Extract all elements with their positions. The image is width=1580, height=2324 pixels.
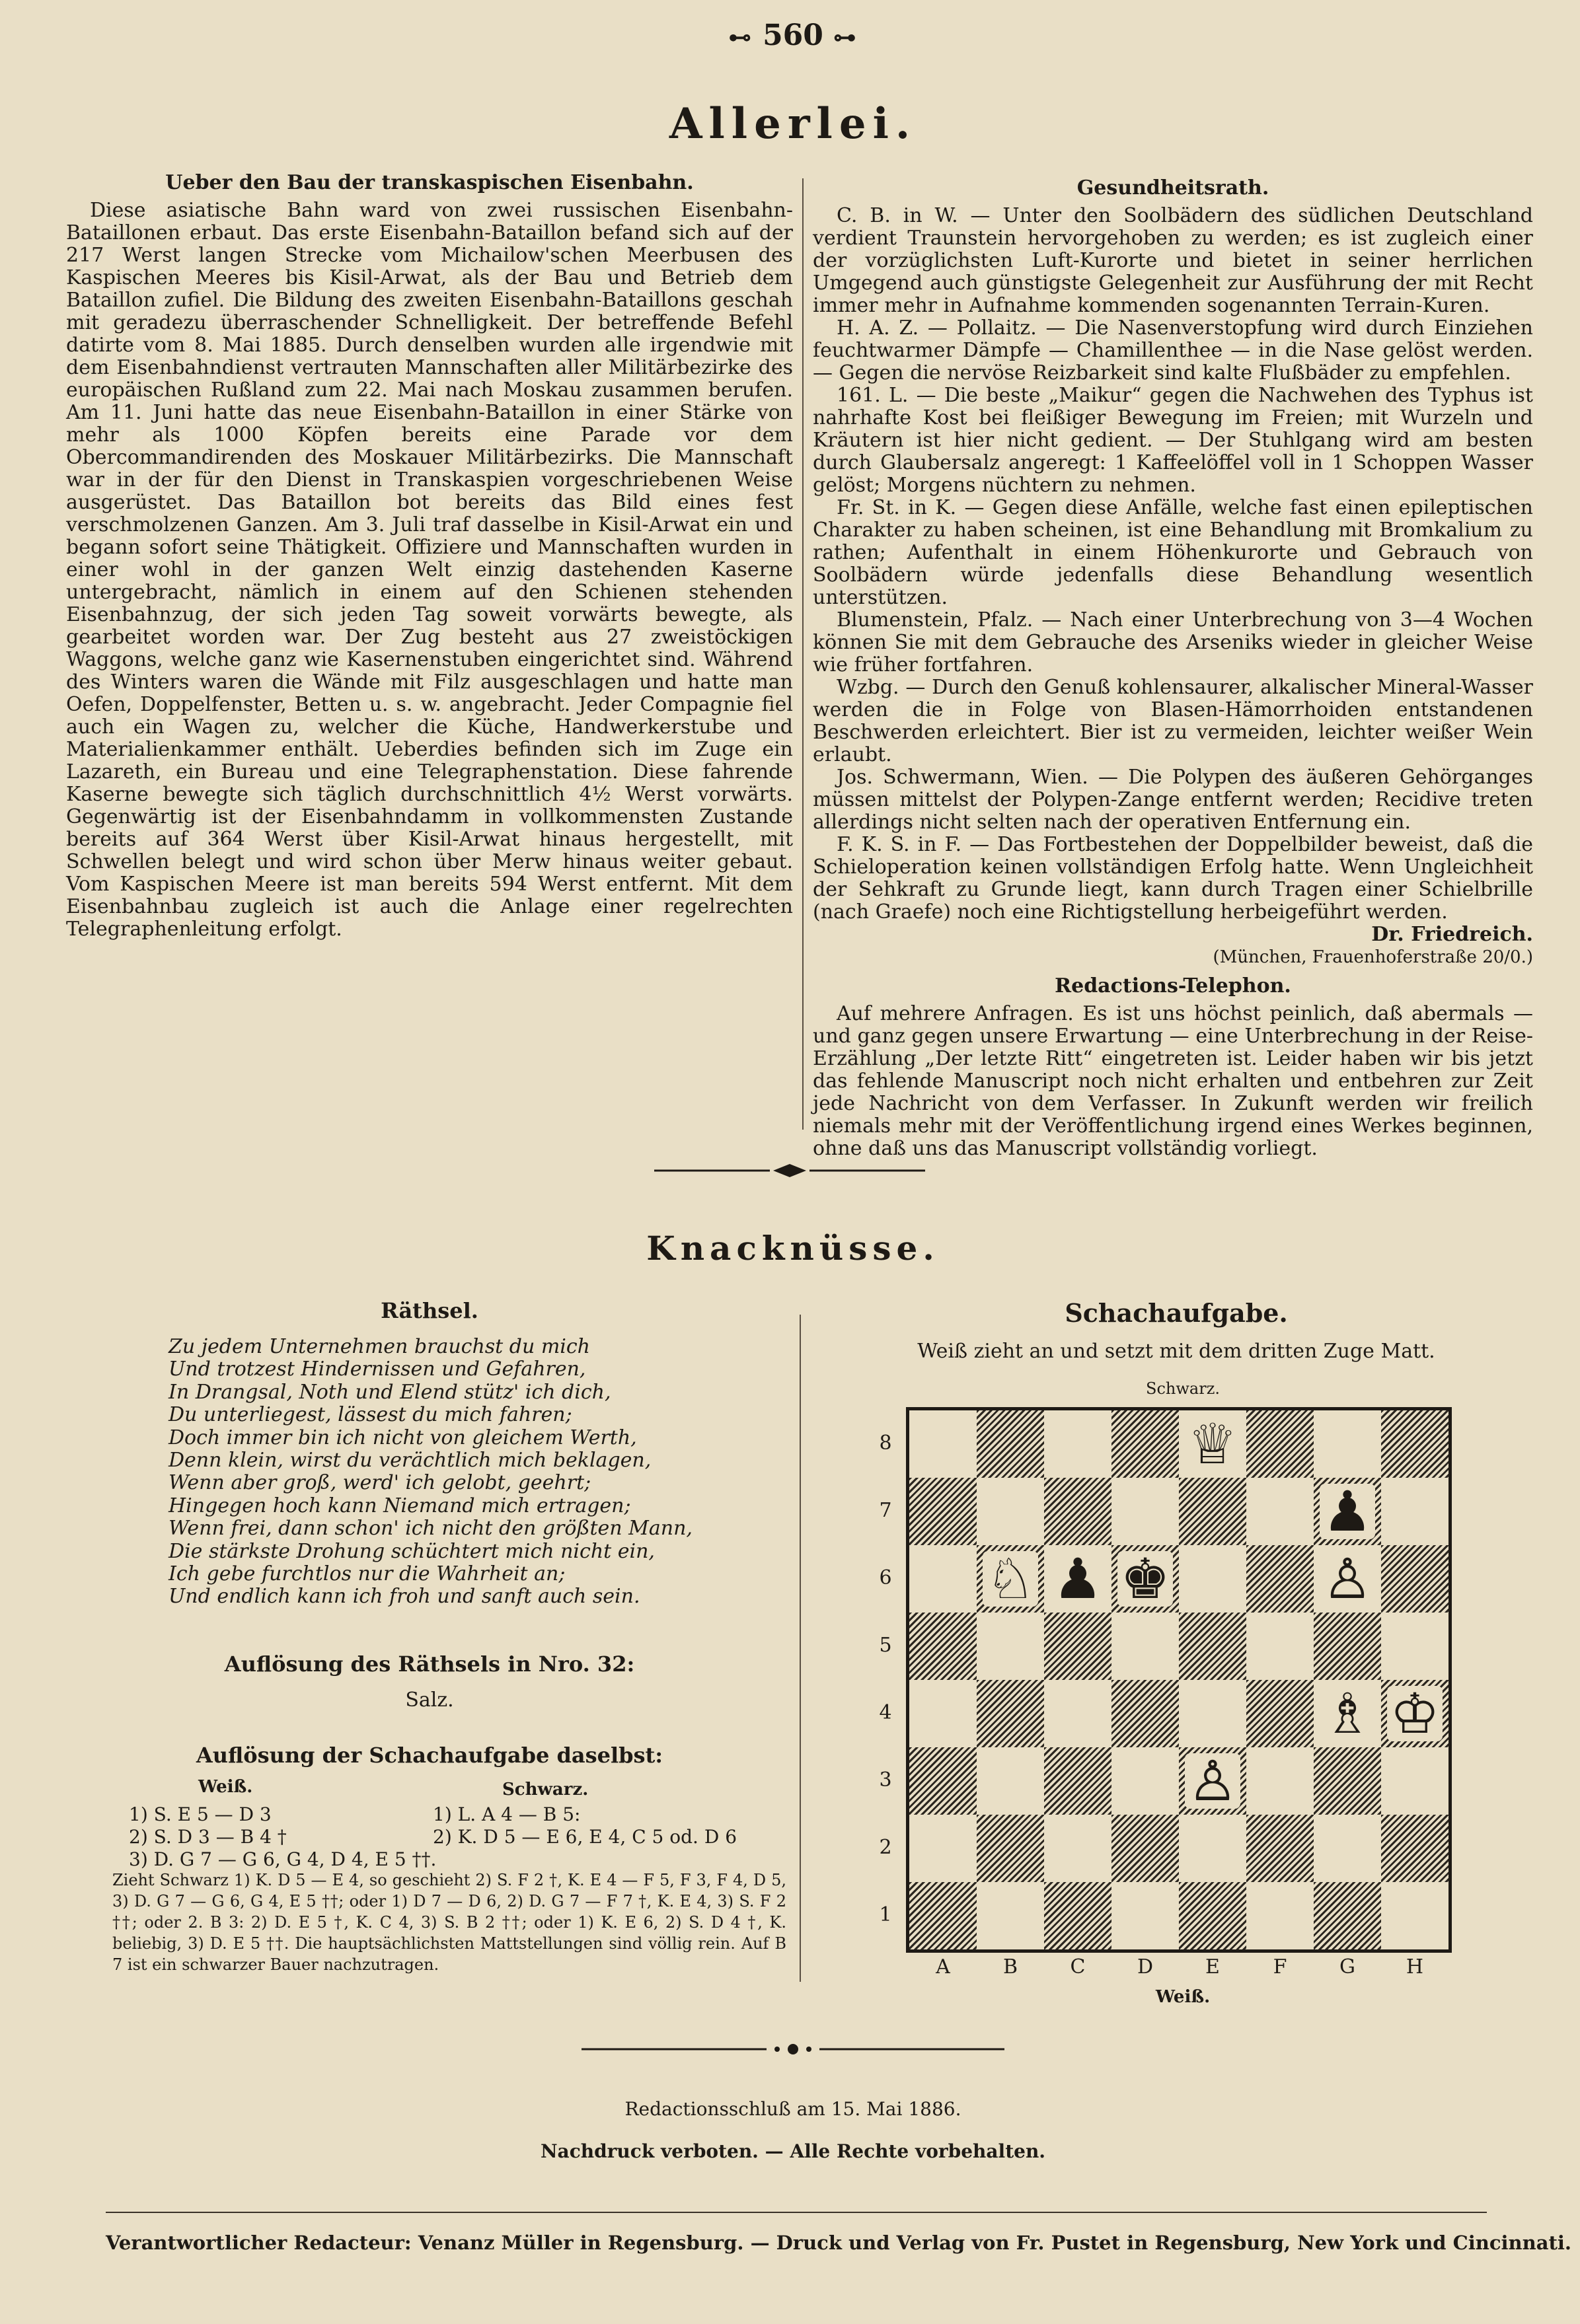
chess-board xyxy=(906,1407,1452,1953)
board-square xyxy=(909,1747,977,1815)
riddle-line: Und trotzest Hindernissen und Gefahren, xyxy=(169,1358,586,1381)
riddle-line: Die stärkste Drohung schüchtert mich nicht ein, xyxy=(169,1539,655,1563)
board-square xyxy=(1381,1747,1448,1815)
signature: Dr. Friedreich. xyxy=(1371,923,1533,946)
board-square xyxy=(1314,1815,1381,1882)
black-pawn-icon: ♟ xyxy=(1314,1478,1381,1545)
rank-label: 8 xyxy=(879,1432,892,1455)
file-label: A xyxy=(936,1955,950,1979)
ornamental-rule-bottom xyxy=(582,2041,1004,2057)
board-square xyxy=(1044,1478,1111,1545)
chess-problem-subtitle: Weiß zieht an und setzt mit dem dritten Zuge Matt. xyxy=(917,1340,1435,1363)
riddle-line: Doch immer bin ich nicht von gleichem Werth, xyxy=(169,1426,637,1449)
riddle-poem xyxy=(169,1336,697,1609)
imprint-footer: Verantwortlicher Redacteur: Venanz Müller in Regensburg. — Druck und Verlag von Fr. Pustet in Regensburg, New York und Cincinnati. xyxy=(106,2232,1572,2254)
board-square xyxy=(1111,1613,1179,1680)
railway-article xyxy=(66,172,793,1110)
board-square xyxy=(1314,1882,1381,1949)
board-square xyxy=(909,1545,977,1613)
board-square xyxy=(1179,1815,1246,1882)
left-ornament-icon: ⊷ xyxy=(728,24,753,51)
board-square xyxy=(977,1815,1044,1882)
editorial-deadline: Redactionsschluß am 15. Mai 1886. xyxy=(624,2098,961,2120)
board-square xyxy=(1179,1882,1246,1949)
black-moves-label: Schwarz. xyxy=(502,1780,589,1799)
board-square xyxy=(1179,1613,1246,1680)
board-square xyxy=(909,1478,977,1545)
advice-entry: Jos. Schwermann, Wien. — Die Polypen des äußeren Gehörganges müssen mittelst der Polypen-Zange entfernt werden; Recidive treten allerdings nicht selten nach der operativen Entfernung ein. xyxy=(813,766,1533,834)
file-label: G xyxy=(1339,1955,1355,1979)
signature-address: (München, Frauenhoferstraße 20/0.) xyxy=(1213,947,1533,967)
rank-label: 6 xyxy=(879,1566,892,1589)
riddle-line: Du unterliegest, lässest du mich fahren; xyxy=(169,1403,572,1427)
white-bishop-icon: ♗ xyxy=(1314,1680,1381,1747)
footer-rule xyxy=(106,2212,1487,2213)
board-square xyxy=(1246,1613,1314,1680)
riddle-line: Wenn frei, dann schon' ich nicht den größten Mann, xyxy=(169,1517,693,1541)
advice-entry: Blumenstein, Pfalz. — Nach einer Unterbrechung von 3—4 Wochen können Sie mit dem Gebrauche des Arseniks wieder in gleicher Weise wie früher fortfahren. xyxy=(813,608,1533,676)
section-title-allerlei: Allerlei. xyxy=(669,99,917,149)
telephone-heading: Redactions-Telephon. xyxy=(1055,974,1291,998)
board-square xyxy=(909,1882,977,1949)
file-label: B xyxy=(1002,1955,1018,1979)
board-square xyxy=(1246,1545,1314,1613)
white-move: 1) S. E 5 — D 3 xyxy=(129,1803,272,1825)
board-square xyxy=(1381,1882,1448,1949)
health-advice-heading: Gesundheitsrath. xyxy=(1076,176,1269,200)
chess-solution-moves xyxy=(129,1803,796,1870)
white-move: 2) S. D 3 — B 4 † xyxy=(129,1826,287,1848)
board-square xyxy=(977,1410,1044,1478)
riddle-title: Räthsel. xyxy=(381,1298,478,1323)
board-square xyxy=(1111,1680,1179,1747)
riddle-solution: Salz. xyxy=(405,1689,454,1712)
riddle-line: Wenn aber groß, werd' ich gelobt, geehrt; xyxy=(169,1471,591,1495)
board-square xyxy=(977,1478,1044,1545)
board-square xyxy=(1381,1545,1448,1613)
board-square xyxy=(1179,1680,1246,1747)
board-square xyxy=(1246,1680,1314,1747)
board-square xyxy=(1111,1410,1179,1478)
section-title-knacknuesse: Knacknüsse. xyxy=(646,1229,940,1268)
board-square xyxy=(909,1815,977,1882)
white-king-icon: ♔ xyxy=(1381,1680,1448,1747)
board-square xyxy=(1044,1680,1111,1747)
black-pawn-icon: ♟ xyxy=(1044,1545,1111,1613)
board-square xyxy=(1314,1613,1381,1680)
chess-black-label: Schwarz. xyxy=(1146,1379,1220,1398)
board-square xyxy=(977,1613,1044,1680)
board-square xyxy=(1111,1478,1179,1545)
column-divider-lower xyxy=(800,1315,801,1982)
rank-label: 2 xyxy=(879,1836,892,1859)
black-move: 1) L. A 4 — B 5: xyxy=(433,1803,581,1825)
board-square xyxy=(1246,1410,1314,1478)
board-square xyxy=(1044,1882,1111,1949)
chess-white-label: Weiß. xyxy=(1155,1987,1211,2007)
chess-solution-title: Auflösung der Schachaufgabe daselbst: xyxy=(196,1743,663,1768)
riddle-line: Hingegen hoch kann Niemand mich ertragen; xyxy=(169,1494,631,1517)
board-square xyxy=(1246,1882,1314,1949)
board-square xyxy=(1179,1545,1246,1613)
right-ornament-icon: ⊶ xyxy=(833,24,858,51)
advice-entry: H. A. Z. — Pollaitz. — Die Nasenverstopfung wird durch Einziehen feuchtwarmer Dämpfe — Chamillenthee — in die Nase gelöst werden. — Gegen die nervöse Reizbarkeit sind kalte Flußbäder zu empfehlen. xyxy=(813,316,1533,384)
board-square xyxy=(1044,1747,1111,1815)
white-pawn-icon: ♙ xyxy=(1179,1747,1246,1815)
file-label: F xyxy=(1273,1955,1287,1979)
white-knight-icon: ♘ xyxy=(977,1545,1044,1613)
chess-solution-notes: Zieht Schwarz 1) K. D 5 — E 4, so geschieht 2) S. F 2 †, K. E 4 — F 5, F 3, F 4, D 5, 3) D. G 7 — G 6, G 4, E 5 ††; oder 1) D 7 — D 6, 2) D. G 7 — F 7 †, K. E 4, 3) S. F 2 ††; oder 2. B 3: 2) D. E 5 †, K. C 4, 3) S. B 2 ††; oder 1) K. E 6, 2) S. D 4 †, K. beliebig, 3) D. E 5 ††. Die hauptsächlichsten Mattstellungen sind völlig rein. Auf B 7 ist ein schwarzer Bauer nachzutragen. xyxy=(112,1871,786,1974)
white-queen-icon: ♕ xyxy=(1179,1410,1246,1478)
board-square xyxy=(1314,1410,1381,1478)
riddle-line: Denn klein, wirst du verächtlich mich beklagen, xyxy=(169,1449,652,1472)
page-number xyxy=(661,18,925,52)
board-square xyxy=(1381,1613,1448,1680)
railway-article-paragraph: Diese asiatische Bahn ward von zwei russischen Eisenbahn-Bataillonen erbaut. Das erste Eisenbahn-Bataillon befand sich auf der 217 Werst langen Strecke vom Michailow'schen Meerbusen des Kaspischen Meeres bis Kisil-Arwat, als der Bau und Betrieb dem Bataillon zufiel. Die Bildung des zweiten Eisenbahn-Bataillons geschah mit geradezu überraschender Schnelligkeit. Der betreffende Befehl datirte vom 8. Mai 1885. Durch denselben wurden alle irgendwie mit dem Eisenbahndienst vertrauten Mannschaften aller Militärbezirke des europäischen Rußland zum 22. Mai nach Moskau zusammen berufen. Am 11. Juni hatte das neue Eisenbahn-Bataillon in einer Stärke von mehr als 1000 Köpfen bereits eine Parade vor dem Obercommandirenden des Moskauer Militärbezirks. Die Mannschaft war in der für den Dienst in Transkaspien vorgeschriebenen Weise ausgerüstet. Das Bataillon bot bereits das Bild eines fest verschmolzenen Ganzen. Am 3. Juli traf dasselbe in Kisil-Arwat ein und begann sofort seine Thätigkeit. Offiziere und Mannschaften wurden in einer wohl in der ganzen Welt einzig dastehenden Kaserne untergebracht, nämlich in einem auf den Schienen stehenden Eisenbahnzug, der sich jeden Tag soweit vorwärts bewegte, als gearbeitet worden war. Der Zug besteht aus 27 zweistöckigen Waggons, welche ganz wie Kasernenstuben eingerichtet sind. Während des Winters waren die Wände mit Filz ausgeschlagen und hatte man Oefen, Doppelfenster, Betten u. s. w. angebracht. Jeder Compagnie fiel auch ein Wagen zu, welcher die Küche, Handwerkerstube und Materialienkammer enthält. Ueberdies befinden sich im Zuge ein Lazareth, ein Bureau und eine Telegraphenstation. Diese fahrende Kaserne bewegte sich täglich durchschnittlich 4½ Werst vorwärts. Gegenwärtig ist der Eisenbahndamm in vollkommensten Zustande bereits auf 364 Werst über Kisil-Arwat hinaus hergestellt, mit Schwellen belegt und wird schon über Merw hinaus weiter gebaut. Vom Kaspischen Meere ist man bereits 594 Werst entfernt. Mit dem Eisenbahnbau zugleich ist auch die Anlage einer regelrechten Telegraphenleitung erfolgt. xyxy=(66,199,793,941)
rank-label: 4 xyxy=(879,1701,892,1724)
riddle-line: Zu jedem Unternehmen brauchst du mich xyxy=(169,1335,590,1358)
advice-entry: 161. L. — Die beste „Maikur“ gegen die Nachwehen des Typhus ist nahrhafte Kost bei fleißiger Bewegung im Freien; mit Wurzeln und Kräutern ist hier nicht gedient. — Der Stuhlgang wird am besten durch Glaubersalz angeregt: 1 Kaffeelöffel voll in 1 Schoppen Wasser gelöst; Morgens nüchtern zu nehmen. xyxy=(813,384,1533,497)
board-square xyxy=(909,1680,977,1747)
black-king-icon: ♚ xyxy=(1111,1545,1179,1613)
advice-entry: Fr. St. in K. — Gegen diese Anfälle, welche fast einen epileptischen Charakter zu haben scheinen, ist eine Behandlung mit Bromkalium zu rathen; Aufenthalt in einem Höhenkurorte und Gebrauch von Soolbädern würde jedenfalls diese Behandlung wesentlich unterstützen. xyxy=(813,496,1533,609)
rights-notice: Nachdruck verboten. — Alle Rechte vorbehalten. xyxy=(540,2140,1046,2162)
riddle-solution-title: Auflösung des Räthsels in Nro. 32: xyxy=(224,1652,635,1677)
advice-entry: Wzbg. — Durch den Genuß kohlensaurer, alkalischer Mineral-Wasser werden die in Folge von Blasen-Hämorrhoiden entstandenen Beschwerden erleichtert. Bier ist zu vermeiden, leichter weißer Wein erlaubt. xyxy=(813,676,1533,766)
board-square xyxy=(977,1680,1044,1747)
board-square xyxy=(1044,1613,1111,1680)
file-label: H xyxy=(1406,1955,1424,1979)
advice-entry: F. K. S. in F. — Das Fortbestehen der Doppelbilder beweist, daß die Schieloperation keinen vollständigen Erfolg hatte. Wenn Ungleichheit der Sehkraft zu Grunde liegt, kann durch Tragen einer Schielbrille (nach Graefe) noch eine Richtigstellung herbeigeführt werden. xyxy=(813,833,1533,924)
board-square xyxy=(1044,1815,1111,1882)
file-label: D xyxy=(1137,1955,1154,1979)
column-divider xyxy=(802,178,804,1130)
board-square xyxy=(909,1613,977,1680)
board-square xyxy=(1111,1815,1179,1882)
chess-problem-title: Schachaufgabe. xyxy=(1065,1298,1288,1328)
riddle-line: Und endlich kann ich froh und sanft auch sein. xyxy=(169,1585,640,1609)
railway-article-heading: Ueber den Bau der transkaspischen Eisenbahn. xyxy=(165,171,694,194)
white-moves-label: Weiß. xyxy=(198,1777,253,1797)
rank-label: 3 xyxy=(879,1768,892,1792)
board-square xyxy=(977,1882,1044,1949)
board-square xyxy=(1246,1747,1314,1815)
board-square xyxy=(1314,1747,1381,1815)
rank-label: 1 xyxy=(879,1903,892,1926)
telephone-text: Auf mehrere Anfragen. Es ist uns höchst peinlich, daß abermals — und ganz gegen unsere Erwartung — eine Unterbrechung in der Reise-Erzählung „Der letzte Ritt“ eingetreten ist. Leider haben wir bis jetzt das fehlende Manuscript noch nicht erhalten und entbehren zur Zeit jede Nachricht von dem Verfasser. In Zukunft werden wir freilich niemals mehr mit der Veröffentlichung irgend eines Werkes beginnen, ohne daß uns das Manuscript vollständig vorliegt. xyxy=(813,1002,1533,1160)
rank-label: 7 xyxy=(879,1499,892,1522)
board-square xyxy=(1246,1815,1314,1882)
white-pawn-icon: ♙ xyxy=(1314,1545,1381,1613)
white-move: 3) D. G 7 — G 6, G 4, D 4, E 5 ††. xyxy=(129,1848,437,1870)
file-label: E xyxy=(1205,1955,1220,1979)
board-square xyxy=(977,1747,1044,1815)
board-square xyxy=(1381,1478,1448,1545)
board-square xyxy=(1246,1478,1314,1545)
file-label: C xyxy=(1070,1955,1086,1979)
rank-label: 5 xyxy=(879,1634,892,1657)
black-move: 2) K. D 5 — E 6, E 4, C 5 od. D 6 xyxy=(433,1826,737,1848)
health-advice-column xyxy=(813,176,1533,1160)
board-square xyxy=(1111,1882,1179,1949)
board-square xyxy=(1381,1815,1448,1882)
page-number-value: 560 xyxy=(763,18,823,52)
board-square xyxy=(1179,1478,1246,1545)
board-square xyxy=(1044,1410,1111,1478)
ornamental-divider xyxy=(654,1163,925,1179)
board-square xyxy=(1381,1410,1448,1478)
advice-entry: C. B. in W. — Unter den Soolbädern des südlichen Deutschland verdient Traunstein hervorgehoben zu werden; es ist zugleich einer der vorzüglichsten Luft-Kurorte und bietet in seiner herrlichen Umgegend auch günstigste Gelegenheit zur Ausführung der mit Recht immer mehr in Aufnahme kommenden sogenannten Terrain-Kuren. xyxy=(813,204,1533,317)
board-square xyxy=(1111,1747,1179,1815)
riddle-line: In Drangsal, Noth und Elend stütz' ich dich, xyxy=(169,1380,611,1404)
riddle-line: Ich gebe furchtlos nur die Wahrheit an; xyxy=(169,1562,566,1586)
board-square xyxy=(909,1410,977,1478)
